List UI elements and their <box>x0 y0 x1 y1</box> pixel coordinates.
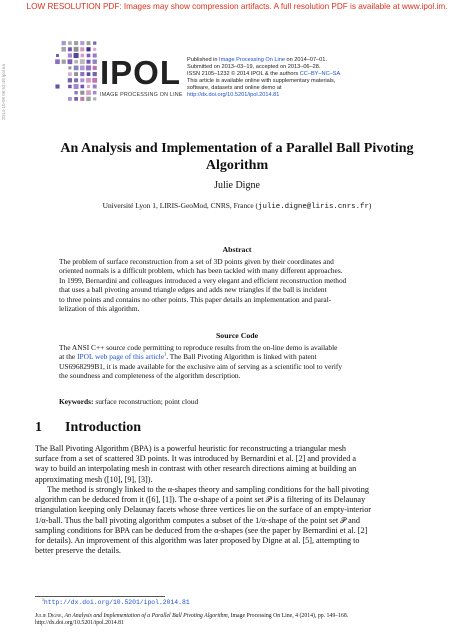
logo-mosaic-square <box>80 97 84 101</box>
body-line: better preserve the details. <box>35 546 121 556</box>
logo-mosaic-square <box>93 72 97 76</box>
affiliation-text: Université Lyon 1, LIRIS-GeoMod, CNRS, France ( <box>102 201 259 210</box>
footer-doi[interactable]: http://dx.doi.org/10.5201/ipol.2014.81 <box>35 620 124 627</box>
ipol-article-link[interactable]: IPOL web page of this article <box>77 352 165 362</box>
logo-mosaic-square <box>87 60 91 64</box>
section-number: 1 <box>35 420 42 435</box>
logo-mosaic-square <box>68 72 72 76</box>
source-code-text: at the <box>59 352 78 362</box>
keywords <box>59 397 198 406</box>
logo-mosaic-square <box>74 97 78 101</box>
logo-mosaic-square <box>68 41 72 45</box>
title-line-2: Algorithm <box>205 158 269 173</box>
license-link[interactable]: CC–BY–NC–SA <box>299 71 341 78</box>
author-email[interactable]: julie.digne@liris.cnrs.fr <box>258 203 369 211</box>
body-line: algorithm can be deduced from it ([6], [1]). The α-shape of a point set 𝒫 is a filtering of its Delaunay <box>35 495 366 505</box>
citation-footer: Julie Digne, An Analysis and Implementation of a Parallel Ball Pivoting Algorithm, Image Processing On Line, 4 (2014), pp. 149–168. http://dx.doi.org/10.5201/ipol.2014.81 <box>35 613 349 627</box>
logo-mosaic-square <box>93 85 97 89</box>
logo-mosaic-square <box>80 85 84 89</box>
logo-mosaic-square <box>87 41 91 45</box>
abstract-line: that uses a ball pivoting around triangle edges and adds new triangles if the ball is incident <box>59 285 327 295</box>
footnote-marker[interactable]: 1 <box>164 351 167 357</box>
source-code-line: US6968299B1, it is made available for the exclusive aim of serving as a scientific tool to verify <box>59 361 343 371</box>
logo-mosaic-square <box>55 84 59 88</box>
logo-mosaic-square <box>68 47 72 51</box>
logo-mosaic-square <box>81 54 85 58</box>
logo-mosaic-square <box>74 47 79 52</box>
abstract-line: The problem of surface reconstruction from a set of 3D points given by their coordinates and <box>59 257 334 266</box>
logo-mosaic-square <box>80 41 84 45</box>
logo-mosaic-square <box>62 41 66 45</box>
logo-mosaic-square <box>93 66 97 70</box>
footnote-rule <box>35 596 165 597</box>
body-line: The method is strongly linked to the α-shapes theory and sampling conditions for the ball pivoting <box>47 485 369 494</box>
footer-title: An Analysis and Implementation of a Parallel Ball Pivoting Algorithm <box>64 613 228 619</box>
logo-mosaic-square <box>87 54 91 58</box>
logo-mosaic-square <box>80 59 85 64</box>
side-watermark-text: 2014-10-09 06:53:49 ipol.im <box>1 63 6 120</box>
introduction-heading <box>35 420 141 436</box>
affiliation-close: ) <box>368 201 372 210</box>
journal-link[interactable]: Image Processing On Line <box>219 57 285 63</box>
introduction-paragraph-1 <box>35 444 439 485</box>
logo-mosaic-square <box>87 72 91 76</box>
footnote <box>42 599 190 606</box>
logo-mosaic-square <box>74 72 78 76</box>
published-prefix: Published in <box>187 57 220 63</box>
section-title: Introduction <box>65 420 141 435</box>
source-code-line: The ANSI C++ source code permitting to reproduce results from the on-line demo is available <box>59 343 338 352</box>
body-line: 1/α-ball. Thus the ball pivoting algorithm computes a subset of the 1/α-shape of the point set 𝒫 and <box>35 515 360 525</box>
logo-mosaic-square <box>74 66 79 71</box>
availability-line-2: software, datasets and online demo at <box>187 85 282 92</box>
availability-line-1: This article is available online with supplementary materials, <box>187 78 336 85</box>
logo-mosaic-square <box>74 91 77 94</box>
logo-mosaic-square <box>87 85 90 88</box>
logo-mosaic-square <box>92 78 97 83</box>
abstract-line: to three points and contains no other points. This paper details an implementation and paral- <box>59 294 332 304</box>
doi-link[interactable]: http://dx.doi.org/10.5201/ipol.2014.81 <box>187 92 280 99</box>
logo-mosaic-square <box>86 65 91 70</box>
abstract-line: lelization of this algorithm. <box>59 304 140 314</box>
logo-mosaic-square <box>68 97 72 101</box>
logo-mosaic-square <box>55 59 60 64</box>
logo-mosaic-square <box>68 85 71 88</box>
affiliation <box>0 201 474 211</box>
body-line: way to build an interpolating mesh in contrast with other research directions aiming at building an <box>35 464 357 474</box>
logo-mosaic-square <box>68 66 71 69</box>
issn-text: ISSN 2105–1232 © 2014 IPOL & the authors <box>187 71 300 78</box>
logo-mosaic-square <box>62 60 66 64</box>
logo-mosaic-square <box>86 90 91 95</box>
keywords-label: Keywords: <box>59 397 94 406</box>
low-resolution-banner: LOW RESOLUTION PDF: Images may show compression artifacts. A full resolution PDF is available at www.ipol.im. <box>26 2 448 11</box>
logo-mosaic-square <box>93 60 97 64</box>
title-line-1: An Analysis and Implementation of a Parallel Ball Pivoting <box>60 141 414 156</box>
logo-mosaic-square <box>74 84 79 89</box>
logo-mosaic-square <box>80 66 85 71</box>
footnote-number: 1 <box>42 597 44 602</box>
logo-mosaic-square <box>56 54 59 57</box>
logo-mosaic-square <box>80 91 84 95</box>
logo-mosaic-square <box>68 78 72 82</box>
introduction-paragraph-2 <box>35 485 439 556</box>
abstract-line: oriented normals is a difficult problem, which has been tackled with many different approaches. <box>59 266 343 276</box>
footnote-doi-link[interactable]: http://dx.doi.org/10.5201/ipol.2014.81 <box>43 599 190 606</box>
logo-mosaic-square <box>93 48 96 51</box>
paper-title <box>20 140 454 174</box>
logo-mosaic-square <box>86 78 91 83</box>
logo-mosaic-square <box>93 97 96 100</box>
footer-citation: , Image Processing On Line, 4 (2014), pp. 149–168. <box>227 613 349 619</box>
ipol-logo-subtitle: IMAGE PROCESSING ON LINE <box>100 92 183 98</box>
logo-mosaic-square <box>80 47 84 51</box>
logo-mosaic-square <box>74 60 78 64</box>
ipol-logo-text: IPOL <box>100 54 182 91</box>
abstract-heading: Abstract <box>222 245 252 254</box>
logo-mosaic-square <box>68 53 72 57</box>
logo-mosaic-square <box>74 78 78 82</box>
abstract-line: In 1999, Bernardini and colleagues introduced a very elegant and efficient reconstruction method <box>59 275 347 285</box>
published-date: on 2014–07–01. <box>284 57 327 63</box>
submission-dates: Submitted on 2013–03–19, accepted on 2013–06–28. <box>187 64 321 71</box>
body-line: approximating mesh ([10], [9], [3]). <box>35 474 153 484</box>
source-code-text: . The Ball Pivoting Algorithm is linked with patent <box>166 352 317 362</box>
logo-mosaic-square <box>74 53 79 58</box>
body-line: surface from a set of scattered 3D points. It was introduced by Bernardini et al. [2] and provided a <box>35 454 357 464</box>
abstract-body <box>59 257 415 313</box>
keywords-text: surface reconstruction; point cloud <box>93 397 199 406</box>
body-line: for details). An improvement of this algorithm was later proposed by Digne at al. [5], attempting to <box>35 536 360 546</box>
source-code-body <box>59 343 415 381</box>
logo-mosaic-square <box>93 53 97 57</box>
logo-mosaic-square <box>86 97 90 101</box>
logo-mosaic-square <box>61 47 66 52</box>
logo-mosaic-square <box>86 47 90 51</box>
footer-author: Julie Digne <box>35 613 62 619</box>
body-line: The Ball Pivoting Algorithm (BPA) is a powerful heuristic for reconstructing a triangular mesh <box>35 444 346 453</box>
logo-mosaic-square <box>93 41 96 44</box>
author-name: Julie Digne <box>214 180 260 191</box>
logo-mosaic-square <box>74 41 78 45</box>
body-line: triangulation keeping only Delaunay facets whose three vertices lie on the surface of an empty-interior <box>35 505 372 515</box>
logo-mosaic-square <box>80 72 84 76</box>
logo-mosaic-square <box>93 91 96 94</box>
source-code-line: the soundness and completeness of the algorithm description. <box>59 371 241 381</box>
logo-mosaic-square <box>80 78 84 82</box>
source-code-heading: Source Code <box>215 331 259 340</box>
body-line: sampling conditions for BPA can be deduced from the α-shapes (see the paper by Bernardini et al. [2] <box>35 525 368 535</box>
logo-mosaic-square <box>67 59 72 64</box>
publication-info <box>187 57 447 100</box>
